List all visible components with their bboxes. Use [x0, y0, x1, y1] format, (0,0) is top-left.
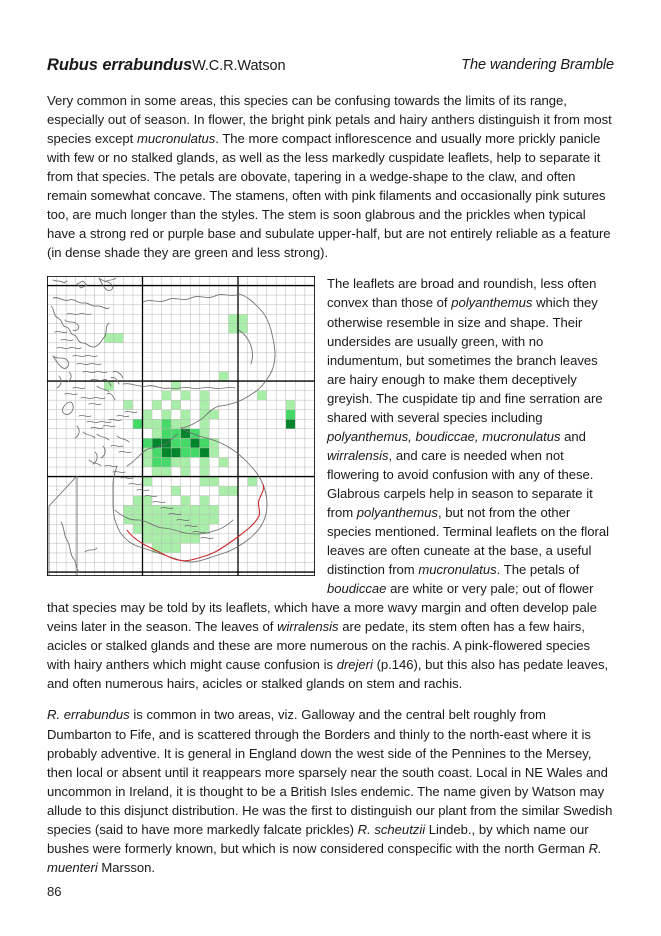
map-cell-light — [133, 506, 143, 516]
map-cell-light — [200, 477, 210, 487]
map-cell-medium — [190, 448, 200, 458]
map-cell-medium — [162, 420, 172, 430]
map-cell-light — [219, 372, 229, 382]
map-cell-light — [152, 467, 162, 477]
map-cell-light — [123, 401, 133, 411]
map-cell-light — [162, 515, 172, 525]
map-cell-light — [219, 458, 229, 468]
distribution-map-svg — [47, 276, 315, 576]
map-cell-light — [219, 487, 229, 497]
paragraph-one: Very common in some areas, this species can be confusing towards the limits of its range, especially out of season. In flower, the bright pink petals and hairy anthers distinguish it from most species except mucronulatus. The more compact inflorescence and usually more prickly panicle with few or no stalked glands, as well as the less markedly cuspidate leaflets, help to separate it from that species. The petals are obovate, tapering in a wedge-shape to the claw, and often remain somewhat concave. The stamens, often with pink filaments and occasionally pink sutures too, are much longer than the styles. The stem is soon glabrous and the prickles when typical have a strong red or purple base and subulate upper-half, but are not entirely reliable as a feature (in dense shade they are green and less strong). — [47, 93, 612, 261]
map-cell-light — [152, 429, 162, 439]
map-cell-medium — [171, 439, 181, 449]
map-cell-light — [200, 506, 210, 516]
map-cell-medium — [162, 458, 172, 468]
map-cell-light — [181, 506, 191, 516]
species-name: Rubus errabundus — [47, 56, 193, 74]
map-cell-light — [152, 420, 162, 430]
map-cell-medium — [152, 448, 162, 458]
map-cell-light — [190, 506, 200, 516]
map-cell-dark — [171, 448, 181, 458]
map-cell-light — [200, 401, 210, 411]
map-cell-light — [162, 410, 172, 420]
vernacular-name: The wandering Bramble — [461, 57, 614, 73]
map-cell-medium — [133, 420, 143, 430]
map-cell-light — [200, 391, 210, 401]
map-cell-light — [200, 410, 210, 420]
map-cell-light — [181, 410, 191, 420]
map-cell-light — [200, 496, 210, 506]
map-cell-medium — [152, 458, 162, 468]
page-number: 86 — [47, 884, 62, 899]
map-cell-light — [171, 381, 181, 391]
map-cell-light — [171, 458, 181, 468]
map-cell-light — [200, 420, 210, 430]
map-cell-light — [171, 487, 181, 497]
map-cell-light — [181, 467, 191, 477]
map-cell-light — [238, 315, 248, 325]
map-cell-light — [152, 515, 162, 525]
map-cell-light — [162, 467, 172, 477]
map-cell-light — [190, 515, 200, 525]
map-cell-light — [162, 391, 172, 401]
paragraph-three: R. errabundus is common in two areas, viz. Galloway and the central belt roughly from Dumbarton to Fife, and is scattered through the Borders and thinly to the north-east where it is probably adventive. It is general in England down the west side of the Pennines to the Mersey, then local or absent until it reappears more sparsely near the south coast. Local in NE Wales and uncommon in Ireland, it is thought to be a British Isles endemic. The name given by Watson may allude to this disjunct distribution. He was the first to distinguish our plant from the similar Swedish species (said to have more markedly falcate prickles) R. scheutzii Lindeb., by which name our bushes were formerly known, but which is now considered conspecific with the north German R. muenteri Marsson. — [47, 707, 613, 875]
map-cell-light — [228, 315, 238, 325]
species-heading — [47, 56, 614, 84]
map-cell-medium — [143, 439, 153, 449]
map-cell-medium — [286, 410, 296, 420]
map-cell-light — [181, 496, 191, 506]
map-cell-light — [133, 496, 143, 506]
map-cell-dark — [200, 448, 210, 458]
map-cell-medium — [200, 439, 210, 449]
map-cell-light — [209, 439, 219, 449]
map-cell-light — [143, 525, 153, 535]
map-cell-light — [123, 506, 133, 516]
map-cell-light — [143, 534, 153, 544]
map-cell-medium — [181, 439, 191, 449]
map-cell-light — [228, 487, 238, 497]
page-content — [47, 56, 614, 877]
map-cell-light — [162, 534, 172, 544]
paragraph-two: The leaflets are broad and roundish, less often convex than those of polyanthemus which they otherwise resemble in size and shape. Their undersides are usually green, with no indumentum, but sometimes the branch leaves are hairy enough to make them deceptively greyish. The cuspidate tip and fine serration are shared with several species including polyanthemus, boudiccae, mucronulatus and wirralensis, and care is needed when not flowering to avoid confusion with any of these. Glabrous carpels help in season to separate it from polyanthemus, but not from the other species mentioned. Terminal leaflets on the floral leaves are often cuneate at the base, a useful distinction from mucronulatus. The petals of boudiccae are white or very pale; out of flower that species may be told by its leaflets, which have a more wavy margin and often develop pale veins later in the season. The leaves of wirralensis are pedate, its stem often has a few hairs, acicles or stalked glands and these are more numerous on the rachis. A pink-flowered species with hairy anthers which might cause confusion is drejeri (p.146), but this also has pedate leaves, and often numerous hairs, acicles or stalked glands on stem and rachis. — [47, 276, 609, 692]
map-cell-light — [143, 515, 153, 525]
map-cell-light — [286, 401, 296, 411]
map-cell-medium — [162, 429, 172, 439]
map-cell-light — [152, 401, 162, 411]
map-cell-light — [200, 467, 210, 477]
map-cell-light — [143, 477, 153, 487]
map-cell-light — [152, 506, 162, 516]
distribution-map — [47, 276, 315, 576]
species-authority: W.C.R.Watson — [192, 58, 286, 74]
map-cell-light — [209, 506, 219, 516]
map-cell-light — [257, 391, 267, 401]
map-cell-medium — [181, 448, 191, 458]
map-cell-light — [133, 525, 143, 535]
map-cell-light — [228, 324, 238, 334]
map-cell-dark — [286, 420, 296, 430]
map-cell-light — [238, 324, 248, 334]
map-cell-light — [143, 458, 153, 468]
map-cell-light — [143, 506, 153, 516]
map-cell-light — [209, 448, 219, 458]
map-cell-light — [190, 534, 200, 544]
map-cell-dark — [190, 439, 200, 449]
map-cell-light — [200, 515, 210, 525]
map-cell-dark — [162, 448, 172, 458]
map-cell-light — [181, 534, 191, 544]
map-cell-light — [200, 458, 210, 468]
map-cell-medium — [171, 429, 181, 439]
map-cell-light — [152, 534, 162, 544]
map-cell-light — [209, 477, 219, 487]
map-cell-light — [209, 515, 219, 525]
map-cell-light — [171, 544, 181, 554]
map-cell-light — [162, 544, 172, 554]
map-cell-light — [143, 496, 153, 506]
map-cell-light — [171, 534, 181, 544]
map-cell-light — [143, 410, 153, 420]
map-cell-light — [248, 477, 258, 487]
map-cell-light — [143, 420, 153, 430]
map-cell-light — [181, 458, 191, 468]
map-cell-light — [171, 420, 181, 430]
map-cell-light — [114, 334, 124, 344]
map-cell-light — [181, 391, 191, 401]
map-cell-light — [152, 525, 162, 535]
map-cell-light — [171, 401, 181, 411]
